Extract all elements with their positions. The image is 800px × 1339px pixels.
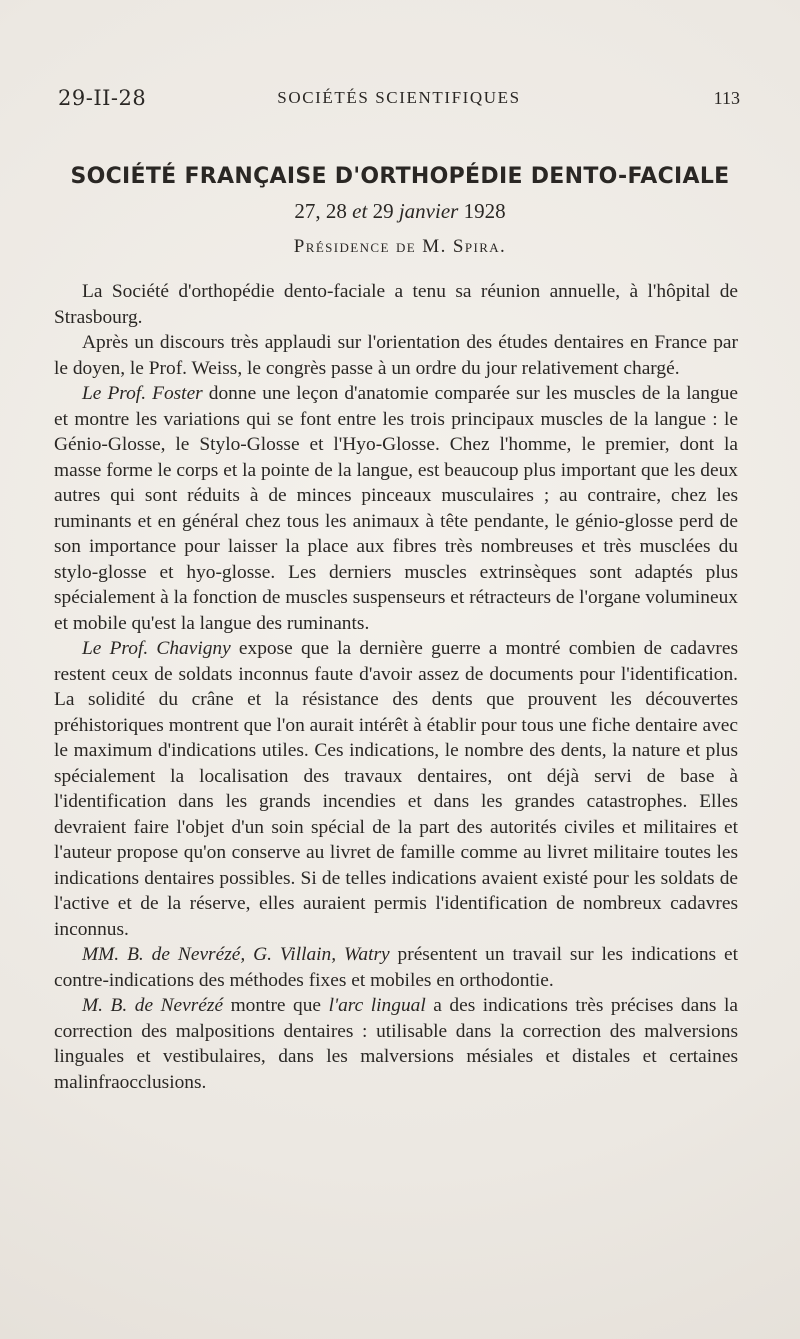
paragraph-2-text: Après un discours très applaudi sur l'orientation des études dentaires en France par le doyen, le Prof. Weiss, le congrès passe à un ordre du jour relativement chargé. <box>54 332 738 379</box>
paragraph-4-speaker: Le Prof. Chavigny <box>82 638 231 659</box>
paragraph-6-term: l'arc lingual <box>328 995 426 1016</box>
dates-year: 1928 <box>463 199 506 223</box>
meeting-dates <box>50 199 750 224</box>
dates-part-2: 29 <box>372 199 394 223</box>
paragraph-3-text: donne une leçon d'anatomie comparée sur les muscles de la langue et montre les variations qui se font entre les trois principaux muscles de la langue : le Génio-Glosse, le Stylo-Glosse et l'Hyo-Glosse. Chez l'homme, le premier, dont la masse forme le corps et la pointe de la langue, est beaucoup plus important que les deux autres qui sont réduits à de minces pinceaux musculaires ; au contraire, chez les ruminants et en général chez tous les animaux à tête pendante, le génio-glosse perd de son importance pour laisser la place aux fibres très nombreuses et très musclées du stylo-glosse et hyo-glosse. Les derniers muscles extrinsèques sont adaptés plus spécialement à la fonction de muscles suspenseurs et rétracteurs de l'organe volumineux et mobile qu'est la langue des ruminants. <box>54 383 738 634</box>
paragraph-3-speaker: Le Prof. Foster <box>82 383 203 404</box>
presidence-line: Présidence de M. Spira. <box>293 236 507 257</box>
paragraph-6-speaker: M. B. de Nevrézé <box>82 995 224 1016</box>
paragraph-5-text: présentent un travail sur les indications et contre-indications des méthodes fixes et mobiles en orthodontie. <box>54 944 738 991</box>
header-date: 29-II-28 <box>58 86 147 110</box>
article-body <box>54 279 738 1095</box>
paragraph-4-text: expose que la dernière guerre a montré combien de cadavres restent ceux de soldats inconnus faute d'avoir assez de documents pour l'identification. La solidité du crâne et la résistance des dents que prouvent les découvertes préhistoriques montrent que l'on aurait intérêt à établir pour tous une fiche dentaire avec le maximum d'indications utiles. Ces indications, le nombre des dents, la nature et plus spécialement la localisation des travaux dentaires, ont déjà servi de base à l'identification dans les grands incendies et dans les grandes catastrophes. Elles devraient faire l'objet d'un soin spécial de la part des autorités civiles et militaires et l'auteur propose qu'on conserve au livret de famille comme au livret militaire toutes les indications dentaires possibles. Si de telles indications avaient existé pour les soldats de l'active et de la réserve, elles auraient permis l'identification de nombreux cadavres inconnus. <box>54 638 738 940</box>
paragraph-4 <box>54 636 738 942</box>
paragraph-2 <box>54 330 738 381</box>
paragraph-5 <box>54 942 738 993</box>
paragraph-6 <box>54 993 738 1095</box>
dates-part-1: 27, 28 <box>294 199 347 223</box>
paragraph-5-speakers: MM. B. de Nevrézé, G. Villain, Watry <box>82 944 390 965</box>
page-number: 113 <box>713 88 740 108</box>
paragraph-1-text: La Société d'orthopédie dento-faciale a tenu sa réunion annuelle, à l'hôpital de Strasbourg. <box>54 281 738 328</box>
paragraph-6-text: montre que <box>223 995 329 1016</box>
article-title: SOCIÉTÉ FRANÇAISE D'ORTHOPÉDIE DENTO-FACIALE <box>70 164 730 189</box>
paragraph-1 <box>54 279 738 330</box>
running-head <box>58 86 740 116</box>
dates-month: janvier <box>398 199 459 223</box>
paragraph-6-text-2: a des indications très précises dans la correction des malpositions dentaires : utilisable dans la correction des malversions linguales et vestibulaires, dans les malversions mésiales et distales et certaines malinfraocclusions. <box>54 995 738 1093</box>
paragraph-3 <box>54 381 738 636</box>
header-section: SOCIÉTÉS SCIENTIFIQUES <box>277 88 521 107</box>
dates-and: et <box>352 199 368 223</box>
